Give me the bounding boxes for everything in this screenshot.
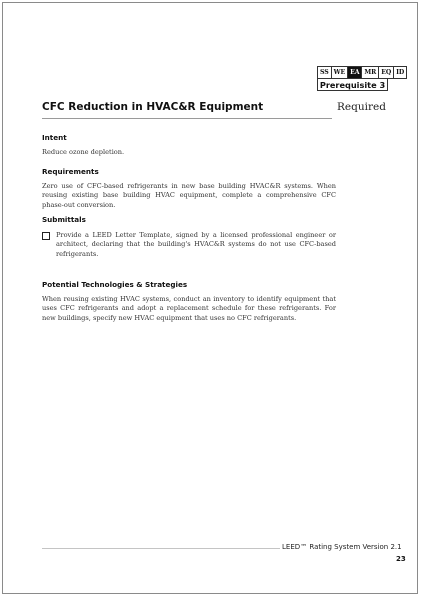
credit-title: CFC Reduction in HVAC&R Equipment xyxy=(42,101,264,113)
submittal-item xyxy=(42,231,336,259)
category-tab-mr: MR xyxy=(362,67,379,78)
checkbox-icon xyxy=(42,232,50,240)
requirements-heading: Requirements xyxy=(42,167,99,176)
strategies-text: When reusing existing HVAC systems, conduct an inventory to identify equipment that uses CFC refrigerants and adopt a replacement schedule for these refrigerants. For new buildings, specify new HVAC equipment that uses no CFC refrigerants. xyxy=(42,295,336,322)
page-number: 23 xyxy=(396,555,406,563)
category-tab-ea: EA xyxy=(348,67,362,78)
footer-version: LEED™ Rating System Version 2.1 xyxy=(282,543,402,551)
footer-divider xyxy=(42,548,280,549)
strategies-heading: Potential Technologies & Strategies xyxy=(42,280,188,289)
title-divider xyxy=(42,118,332,119)
intent-text: Reduce ozone depletion. xyxy=(42,148,125,156)
prerequisite-label: Prerequisite 3 xyxy=(317,78,388,91)
category-tab-ss: SS xyxy=(318,67,332,78)
category-tab-eq: EQ xyxy=(379,67,394,78)
category-tab-we: WE xyxy=(332,67,348,78)
requirements-text: Zero use of CFC-based refrigerants in new base building HVAC&R systems. When reusing existing base building HVAC equipment, complete a comprehensive CFC phase-out conversion. xyxy=(42,182,336,209)
submittals-heading: Submittals xyxy=(42,215,86,224)
intent-heading: Intent xyxy=(42,133,67,142)
category-tab-id: ID xyxy=(396,69,405,76)
submittal-item-text: Provide a LEED Letter Template, signed by a licensed professional engineer or architect, declaring that the building's HVAC&R systems do not use CFC-based refrigerants. xyxy=(56,231,336,258)
credit-status: Required xyxy=(337,101,386,113)
